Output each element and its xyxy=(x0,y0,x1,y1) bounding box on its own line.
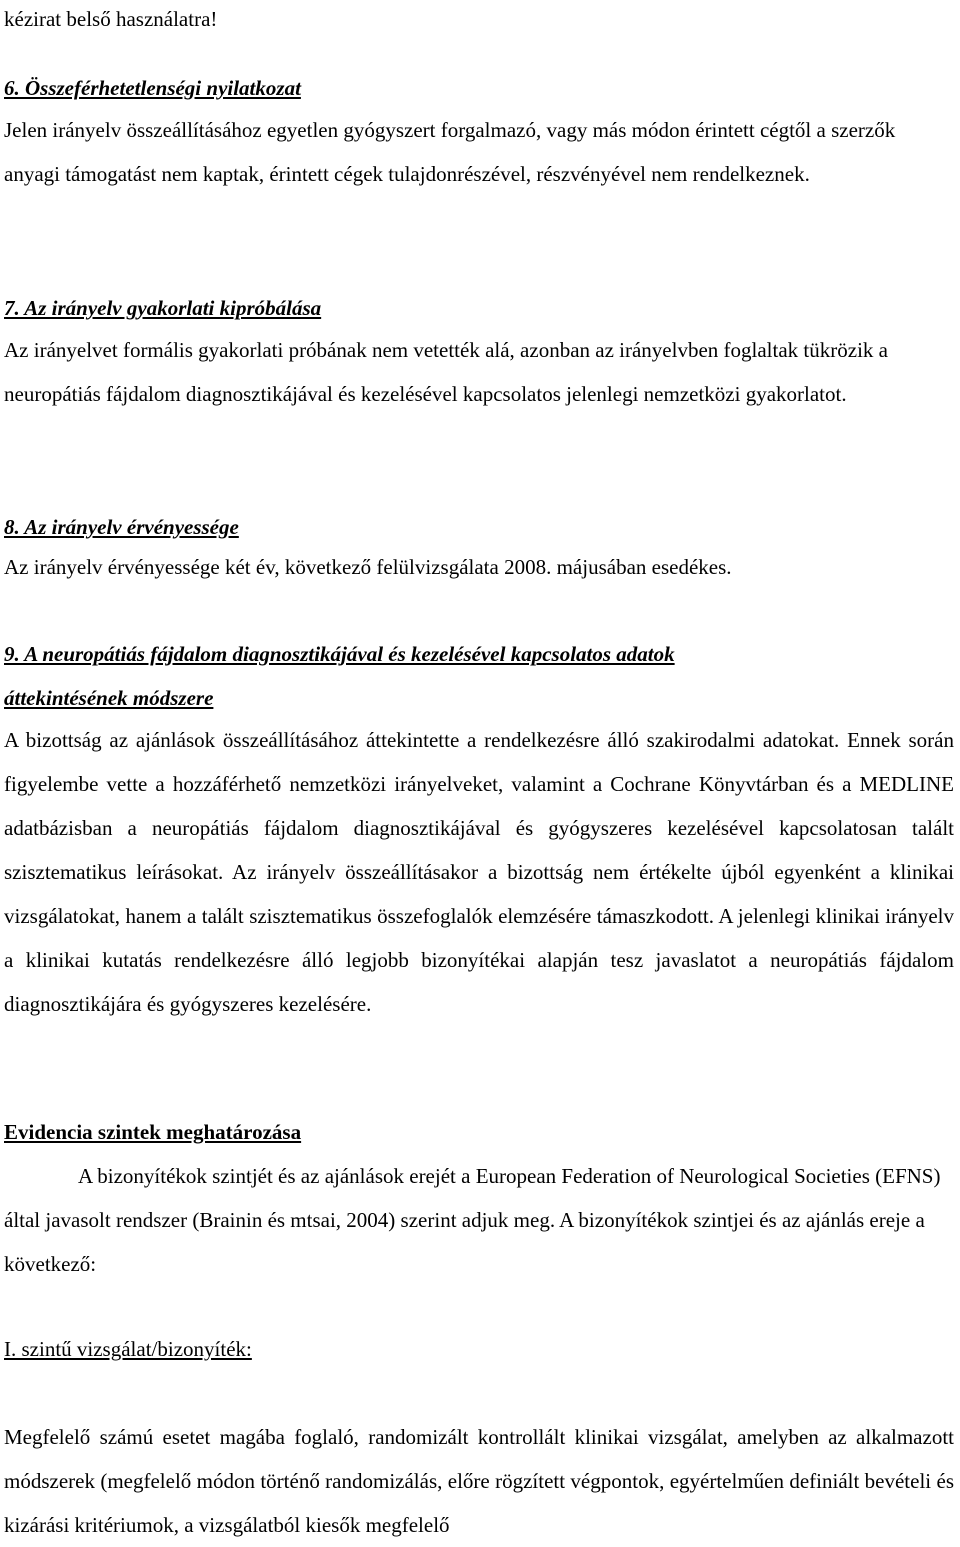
section-9-heading-line2: áttekintésének módszere xyxy=(4,686,214,710)
evidence-heading: Evidencia szintek meghatározása xyxy=(4,1120,302,1144)
section-6-body: Jelen irányelv összeállításához egyetlen gyógyszert forgalmazó, vagy más módon érintett cégtől a szerzők anyagi támogatást nem kaptak, érintett cégek tulajdonrészével, részvényével nem rendelkeznek. xyxy=(4,118,896,186)
section-8-heading: 8. Az irányelv érvényessége xyxy=(4,515,239,539)
section-7-body: Az irányelvet formális gyakorlati próbának nem vetették alá, azonban az irányelvben foglaltak tükrözik a neuropátiás fájdalom diagnosztikájával és kezelésével kapcsolatos jelenlegi nemzetközi gyakorlatot. xyxy=(4,338,888,406)
section-8-body: Az irányelv érvényessége két év, következő felülvizsgálata 2008. májusában esedékes. xyxy=(4,555,732,579)
section-7-heading: 7. Az irányelv gyakorlati kipróbálása xyxy=(4,296,322,320)
section-9-body: A bizottság az ajánlások összeállításához áttekintette a rendelkezésre álló szakirodalmi adatokat. Ennek során figyelembe vette a hozzáférhető nemzetközi irányelveket, valamint a Cochrane Könyvtárban és a MEDLINE adatbázisban a neuropátiás fájdalom diagnosztikájával és gyógyszeres kezelésével kapcsolatosan talált szisztematikus leírásokat. Az irányelv összeállításakor a bizottság nem értékelte újból egyenként a klinikai vizsgálatokat, hanem a talált szisztematikus összefoglalók elemzésére támaszkodott. A jelenlegi klinikai irányelv a klinikai kutatás rendelkezésre álló legjobb bizonyítékai alapján tesz javaslatot a neuropátiás fájdalom diagnosztikájára és gyógyszeres kezelésére. xyxy=(4,728,954,1016)
level-1-body: Megfelelő számú esetet magába foglaló, randomizált kontrollált klinikai vizsgálat, amelyben az alkalmazott módszerek (megfelelő módon történő randomizálás, előre rögzített végpontok, egyértelműen definiált bevételi és kizárási kritériumok, a vizsgálatból kiesők megfelelő xyxy=(4,1425,954,1537)
section-9-heading-line1: 9. A neuropátiás fájdalom diagnosztikájával és kezelésével kapcsolatos adatok xyxy=(4,642,675,666)
header-note: kézirat belső használatra! xyxy=(4,7,218,31)
section-6-heading: 6. Összeférhetetlenségi nyilatkozat xyxy=(4,76,301,100)
evidence-body: A bizonyítékok szintjét és az ajánlások erejét a European Federation of Neurological Societies (EFNS) által javasolt rendszer (Brainin és mtsai, 2004) szerint adjuk meg. A bizonyítékok szintjei és az ajánlás ereje a következő: xyxy=(4,1164,941,1276)
level-1-heading: I. szintű vizsgálat/bizonyíték: xyxy=(4,1337,252,1361)
